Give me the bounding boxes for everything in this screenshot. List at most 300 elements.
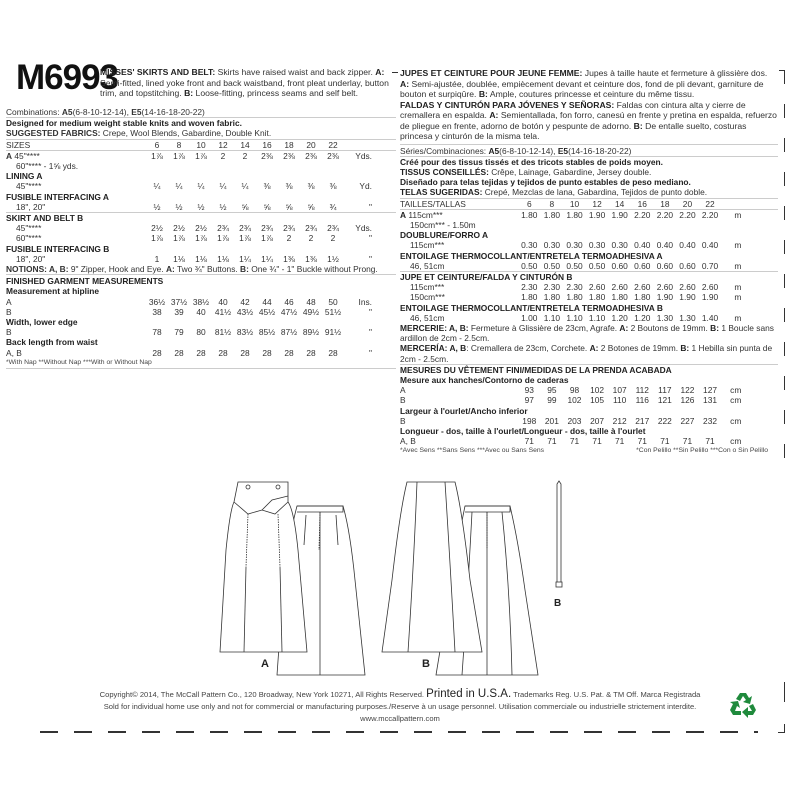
cell-value: 0.50 (521, 260, 538, 271)
cell-value: 14 (615, 198, 625, 209)
row-label: SIZES (6, 139, 31, 150)
cell-value: 0.30 (543, 240, 561, 251)
skirt-b-45-row (6, 223, 396, 233)
divider-mark (392, 72, 398, 73)
view-a-front-drawing (220, 482, 307, 652)
cell-value: 112 (635, 385, 649, 396)
cell-value: 38½ (192, 296, 210, 307)
cell-value: 28 (240, 347, 250, 358)
cell-value: 42 (240, 296, 250, 307)
cell-value: 1.80 (566, 209, 583, 220)
cell-unit: " (369, 253, 372, 264)
finished-measurements-label: FINISHED GARMENT MEASUREMENTS (6, 276, 164, 287)
lining-row (400, 240, 778, 250)
cell-unit (344, 140, 372, 150)
cell-value: 1.30 (679, 312, 696, 323)
cell-value: 1⅞ (217, 233, 229, 244)
cell-unit: m (734, 260, 742, 271)
cell-value: 28 (174, 347, 184, 358)
cell-value: 20 (682, 198, 693, 209)
cell-value: 28 (196, 347, 206, 358)
cell-value: 71 (569, 436, 580, 447)
cell-value: ½ (219, 201, 227, 212)
cell-value: 2.20 (679, 209, 696, 220)
cell-value: 1 (154, 253, 160, 264)
cell-value: 37½ (170, 296, 188, 307)
es-fabrics: TELAS SUGERIDAS: Crepé, Mezclas de lana, Gabardina, Tejidos de punto doble. (400, 187, 778, 198)
english-description: MISSES' SKIRTS AND BELT: Skirts have raised waist and back zipper. A: Semi-fitted, lined yoke front and back waistband, front pleat underlay, button trim, and topstitching. B: Loose-fitting, princess seams and self belt. (100, 67, 389, 98)
cell-value: 1.10 (566, 312, 583, 323)
cell-unit: " (369, 327, 372, 338)
fusible-b-label: FUSIBLE INTERFACING B (6, 243, 110, 254)
combinations: Combinations: A5(6-8-10-12-14), E5(14-16-18-20-22) (6, 107, 396, 118)
cell-value: 127 (703, 385, 718, 396)
cell-unit: cm (730, 385, 742, 396)
cell-value: 2¾ (239, 223, 251, 234)
cell-value: 0.40 (701, 240, 719, 251)
cell-value: 2.60 (611, 282, 628, 293)
cell-value: 71 (547, 436, 557, 447)
cell-value: 2¾ (327, 223, 339, 234)
row-label: TAILLES/TALLAS (400, 198, 466, 209)
cell-unit: Ins. (358, 296, 372, 307)
cell-value: 1.20 (634, 312, 651, 323)
row-label: 18", 20" (16, 201, 46, 212)
cell-value: 71 (682, 436, 693, 447)
cell-value: 71 (615, 436, 625, 447)
cell-unit: m (734, 312, 742, 323)
cell-value: 1.40 (701, 312, 719, 323)
cell-value: 203 (567, 415, 582, 426)
cell-value: 2.60 (701, 282, 719, 293)
row-label: 115cm*** (410, 240, 445, 251)
cell-value: ¼ (197, 181, 205, 192)
cell-value: ⅝ (285, 201, 293, 212)
footer-copyright-line (0, 688, 800, 700)
cell-value: 48 (306, 296, 316, 307)
cell-value: 0.60 (679, 260, 696, 271)
cell-value: 1.80 (543, 292, 561, 303)
cell-value: 2¾ (283, 223, 295, 234)
title: MISSES' SKIRTS AND BELT: (100, 67, 216, 77)
suggested-fabrics: SUGGESTED FABRICS: Crepe, Wool Blends, Gabardine, Double Knit. (6, 128, 396, 139)
cell-unit: cm (730, 415, 742, 426)
cell-value: 97 (524, 395, 534, 406)
cell-unit: m (734, 292, 742, 303)
cell-value: 2⅜ (327, 150, 339, 161)
cell-unit: Yds. (355, 223, 372, 234)
cell-value: ⅝ (263, 201, 271, 212)
cell-value: 1½ (327, 253, 339, 264)
row-label: 46, 51cm (410, 312, 445, 323)
cell-value: 110 (612, 395, 627, 406)
cell-value: ¾ (329, 201, 337, 212)
cell-value: 2 (330, 233, 336, 244)
cell-value: 207 (590, 415, 605, 426)
cell-value: 2¾ (217, 223, 229, 234)
cell-value: 14 (240, 139, 250, 150)
nap-footnote: *With Nap **Without Nap ***With or Without Nap (6, 358, 396, 369)
row-label: A (400, 385, 406, 396)
cell-value: 1⅛ (173, 253, 185, 264)
cell-value: 71 (524, 436, 534, 447)
cell-value: 2 (286, 233, 292, 244)
pattern-number: M6993 (16, 58, 119, 97)
cell-value: 2⅜ (283, 150, 295, 161)
cell-value: 2.60 (656, 282, 674, 293)
cell-value: ¼ (241, 181, 249, 192)
cell-value: 2.20 (656, 209, 674, 220)
row-label: 45"**** (16, 181, 42, 192)
copyright: Copyright© 2014, The McCall Pattern Co., 120 Broadway, New York 10271, All Rights Reserved. (99, 690, 425, 699)
cell-value: 1.00 (521, 312, 538, 323)
hip-a-row (6, 297, 396, 307)
cell-value: ⅝ (241, 201, 249, 212)
fr-fabrics: TISSUS CONSEILLÉS: Crêpe, Lainage, Gabardine, Jersey double. (400, 166, 652, 177)
cell-unit: m (734, 209, 742, 220)
view-a-label: A (261, 658, 269, 670)
yardage-a-60-note: 60"**** - 1⅝ yds. (16, 161, 79, 172)
cell-unit: " (369, 201, 372, 212)
cell-unit: " (369, 233, 372, 244)
cell-value: 28 (306, 347, 316, 358)
row-label: A 115cm*** (400, 209, 443, 220)
cell-value: 2⅜ (305, 150, 317, 161)
cell-value: ½ (197, 201, 205, 212)
fs-fusible-b-label: ENTOILAGE THERMOCOLLANT/ENTRETELA TERMOADHESIVA B (400, 302, 663, 313)
cell-value: 0.70 (701, 260, 719, 271)
fusible-a-label: FUSIBLE INTERFACING A (6, 191, 109, 202)
fs-hip-b-row (400, 395, 778, 405)
row-label: A (6, 296, 12, 307)
fr-designed-for: Créé pour des tissus tissés et des tricots stables de poids moyen. (400, 156, 663, 167)
cell-value: 0.60 (611, 260, 628, 271)
fs-width-b-row (400, 416, 778, 426)
printed-in: Printed in U.S.A. (426, 688, 512, 700)
row-label: A, B (400, 436, 416, 447)
fr-footnote: *Avec Sens **Sans Sens ***Avec ou Sans Sens (400, 447, 545, 455)
row-label: 115cm*** (410, 282, 445, 293)
fs-hip-a-row (400, 385, 778, 395)
cell-value: 1¼ (239, 253, 251, 264)
fs-skirt-b-115-row (400, 282, 778, 292)
cell-value: 41½ (214, 306, 232, 317)
yardage-a-45 (6, 151, 396, 161)
cell-value: 2.20 (634, 209, 651, 220)
fs-combinations: Séries/Combinaciones: A5(6-8-10-12-14), E5(14-16-18-20-22) (400, 146, 778, 157)
cell-value: 1⅞ (195, 233, 207, 244)
lining-a-row (6, 181, 396, 191)
fs-hip-label: Mesure aux hanches/Contorno de caderas (400, 374, 569, 385)
cell-value: 81½ (214, 327, 232, 338)
row-label: B (400, 415, 406, 426)
width-label: Width, lower edge (6, 317, 78, 328)
cell-value: 8 (549, 198, 555, 209)
row-label: A 45"**** (6, 150, 40, 161)
fs-fusible-a-label: ENTOILAGE THERMOCOLLANT/ENTRETELA TERMOADHESIVA A (400, 250, 663, 261)
cell-value: 2.60 (588, 282, 606, 293)
cell-value: 2 (220, 150, 226, 161)
cell-value: 71 (592, 436, 602, 447)
trademarks: Trademarks Reg. U.S. Pat. & TM Off. Marca Registrada (513, 690, 701, 699)
cell-value: 6 (154, 139, 160, 150)
fs-fusible-a-row (400, 261, 778, 272)
cell-value: 1⅜ (305, 253, 317, 264)
cell-unit: m (734, 282, 742, 293)
cell-value: 12 (218, 139, 228, 150)
cell-unit: " (369, 347, 372, 358)
cell-value: 1.90 (679, 292, 696, 303)
cell-value: 1.80 (543, 209, 561, 220)
cell-value: ⅜ (329, 181, 337, 192)
cell-value: 102 (590, 385, 605, 396)
cell-value: 2.60 (679, 282, 696, 293)
cell-value: 49½ (302, 306, 320, 317)
lining-a-label: LINING A (6, 171, 43, 182)
fs-length-row (400, 436, 778, 446)
cell-value: 1.10 (543, 312, 561, 323)
cell-value: 232 (703, 415, 718, 426)
cell-value: 80 (196, 327, 206, 338)
cell-value: 201 (544, 415, 559, 426)
fs-skirt-b-150-row (400, 292, 778, 302)
cell-unit: " (369, 306, 372, 317)
cell-value: 2.60 (634, 282, 651, 293)
english-section (6, 107, 396, 369)
row-label: 46, 51cm (410, 260, 445, 271)
cell-value: 1⅞ (261, 233, 273, 244)
recycle-icon (728, 690, 758, 720)
width-b-row (6, 327, 396, 337)
cell-value: 212 (612, 415, 627, 426)
cell-value: 71 (660, 436, 670, 447)
cell-value: 0.30 (588, 240, 606, 251)
cell-unit (721, 199, 741, 209)
cell-value: 20 (306, 139, 316, 150)
cell-value: 1.90 (611, 209, 628, 220)
cell-value: 1⅞ (239, 233, 251, 244)
fs-width-label: Largeur à l'ourlet/Ancho inferior (400, 405, 528, 416)
cell-value: 227 (680, 415, 695, 426)
cell-value: 8 (176, 139, 182, 150)
metrage-a-115 (400, 210, 778, 220)
cell-value: 10 (196, 139, 206, 150)
cell-value: 1⅞ (173, 233, 185, 244)
cell-value: 1.30 (656, 312, 674, 323)
sizes-header (6, 140, 396, 151)
fs-sizes-header (400, 199, 778, 210)
cell-value: 198 (522, 415, 537, 426)
cell-value: 2.30 (543, 282, 561, 293)
cell-value: 222 (657, 415, 672, 426)
cell-value: 28 (328, 347, 338, 358)
cell-value: 1.80 (521, 209, 538, 220)
cell-unit: cm (730, 436, 742, 447)
row-label: B (400, 395, 406, 406)
fs-footnotes (400, 446, 778, 456)
cell-value: 99 (547, 395, 557, 406)
cell-value: 50 (328, 296, 338, 307)
notions: NOTIONS: A, B: 9" Zipper, Hook and Eye. A: Two ¾" Buttons. B: One ¾" - 1" Buckle without Prong. (6, 264, 378, 275)
cell-value: 2.20 (701, 209, 719, 220)
cell-value: 1.80 (566, 292, 583, 303)
cell-value: 22 (328, 139, 338, 150)
cell-value: 89½ (302, 327, 320, 338)
belt-b-label: B (554, 598, 562, 609)
cell-value: 121 (657, 395, 672, 406)
cell-value: ¼ (175, 181, 183, 192)
es-designed-for: Diseñado para telas tejidas y tejidos de punto estables de peso mediano. (400, 177, 691, 188)
cell-value: 18 (660, 198, 670, 209)
cell-value: 0.50 (543, 260, 561, 271)
cell-value: ⅜ (307, 181, 315, 192)
cell-value: 1.90 (701, 292, 719, 303)
cell-value: 45½ (258, 306, 276, 317)
hipline-label: Measurement at hipline (6, 286, 100, 297)
cell-value: ½ (153, 201, 161, 212)
cell-value: 1⅛ (217, 253, 229, 264)
back-length-row (6, 348, 396, 358)
mercerie: MERCERIE: A, B: Fermeture à Glissière de 23cm, Agrafe. A: 2 Boutons de 19mm. B: 1 Boucle sans ardillon de 2cm - 2.5cm. (400, 322, 774, 344)
footer-sold-for: Sold for individual home use only and not for commercial or manufacturing purposes./Reserve à un usage personnel. Utilisation commerciale ou industrielle strictement interdite. (103, 702, 697, 711)
footer-website[interactable]: www.mccallpattern.com (360, 714, 440, 723)
cell-unit: Yds. (355, 150, 372, 161)
cell-unit: Yd. (359, 181, 372, 192)
cell-value: 1.80 (588, 292, 606, 303)
fs-length-label: Longueur - dos, taille à l'ourlet/Longueur - dos, taille à l'ourlet (400, 425, 646, 436)
cell-value: 131 (703, 395, 718, 406)
cell-value: 0.50 (588, 260, 606, 271)
cell-value: 116 (635, 395, 649, 406)
cell-value: 46 (284, 296, 294, 307)
cell-value: 1⅛ (195, 253, 207, 264)
cell-value: 122 (680, 385, 695, 396)
cell-value: 1.80 (634, 292, 651, 303)
cell-value: 107 (612, 385, 627, 396)
row-label: B (6, 327, 12, 338)
row-label: 60"**** (16, 233, 42, 244)
fusible-b-row (6, 254, 396, 264)
cell-value: 71 (705, 436, 715, 447)
cell-value: ⅜ (285, 181, 293, 192)
cell-value: 1.90 (656, 292, 674, 303)
cut-line-dashes (40, 731, 758, 733)
cell-value: 0.30 (521, 240, 538, 251)
french-description: JUPES ET CEINTURE POUR JEUNE FEMME: Jupes à taille haute et fermeture à glissière dos. A: Semi-ajustée, doublée, empiècement devant et ceinture dos, fond de pli devant, garniture de bouton et surpiqûre. B: Ample, coutures princesse et ceinture du même tissu. (400, 68, 768, 99)
cell-value: 98 (569, 385, 580, 396)
cell-value: 83½ (236, 327, 254, 338)
cell-value: 217 (635, 415, 650, 426)
cell-unit: cm (730, 395, 742, 406)
cell-value: 16 (637, 198, 647, 209)
cell-value: 2½ (151, 223, 163, 234)
cell-value: 0.50 (566, 260, 583, 271)
row-label: A, B (6, 347, 22, 358)
cell-value: 18 (284, 139, 294, 150)
cell-value: 1⅞ (173, 150, 185, 161)
cell-value: 95 (547, 385, 557, 396)
cell-value: 28 (218, 347, 228, 358)
cell-value: 40 (218, 296, 228, 307)
cell-value: 51½ (324, 306, 342, 317)
skirt-b-60-row (6, 233, 396, 243)
cell-value: 0.60 (656, 260, 674, 271)
cell-value: 79 (174, 327, 184, 338)
cell-value: 102 (567, 395, 582, 406)
metrage-a-150-note: 150cm*** - 1.50m (410, 219, 476, 230)
lining-label: DOUBLURE/FORRO A (400, 230, 489, 241)
fs-skirt-b-label: JUPE ET CEINTURE/FALDA Y CINTURÓN B (400, 271, 573, 282)
cell-value: 0.40 (679, 240, 696, 251)
fs-fusible-b-row (400, 313, 778, 323)
cell-value: 1⅞ (195, 150, 207, 161)
cell-value: 1.10 (588, 312, 606, 323)
cell-value: 2½ (173, 223, 185, 234)
cell-value: 2.30 (521, 282, 538, 293)
es-footnote: *Con Pelillo **Sin Pelillo ***Con o Sin Pelillo (636, 447, 768, 455)
cell-unit: m (734, 240, 742, 251)
cell-value: 2¾ (261, 223, 273, 234)
cell-value: 2 (308, 233, 314, 244)
cell-value: 0.40 (634, 240, 651, 251)
cell-value: 2¾ (305, 223, 317, 234)
designed-for: Designed for medium weight stable knits and woven fabric. (6, 118, 242, 129)
cell-value: ¼ (219, 181, 227, 192)
cell-value: 1⅜ (283, 253, 295, 264)
cell-value: 10 (569, 198, 580, 209)
cell-value: 71 (637, 436, 647, 447)
cell-value: 1.80 (611, 292, 628, 303)
cell-value: 85½ (258, 327, 276, 338)
hip-b-row (6, 307, 396, 317)
row-label: 45"**** (16, 223, 42, 234)
cell-value: 28 (284, 347, 294, 358)
cell-value: 87½ (280, 327, 298, 338)
cell-value: 6 (526, 198, 532, 209)
cell-value: 2.30 (566, 282, 583, 293)
cell-value: 16 (262, 139, 272, 150)
cell-value: 12 (592, 198, 602, 209)
belt-b-drawing (556, 481, 562, 587)
cell-value: 43½ (236, 306, 254, 317)
cell-value: ⅜ (263, 181, 271, 192)
view-b-label: B (422, 658, 430, 670)
cell-value: 2⅜ (261, 150, 273, 161)
spanish-description: FALDAS Y CINTURÓN PARA JÓVENES Y SEÑORAS: Faldas con cintura alta y cierre de cremallera en espalda. A: Semientallada, fon forro, canesú en frente y pretina en espalda, refuerzo de pliegue en frente, adorno de botón y pespunte de adorno. B: De entalle suelto, costuras princesa y cinturón de la misma tela. (400, 99, 777, 141)
cell-value: 0.30 (566, 240, 583, 251)
cell-value: 39 (174, 306, 184, 317)
cell-value: 1.90 (588, 209, 606, 220)
row-label: 18", 20" (16, 253, 46, 264)
row-label: B (6, 306, 12, 317)
cell-value: 2 (242, 150, 248, 161)
cell-value: 44 (262, 296, 272, 307)
cell-value: 47½ (280, 306, 298, 317)
cell-value: 38 (152, 306, 162, 317)
french-spanish-section (400, 68, 778, 456)
fusible-a-row (6, 202, 396, 213)
cell-value: 0.60 (634, 260, 651, 271)
cell-value: 0.30 (611, 240, 628, 251)
skirt-belt-b-label: SKIRT AND BELT B (6, 213, 84, 224)
cell-value: 40 (196, 306, 206, 317)
cell-value: 28 (152, 347, 162, 358)
cell-value: 78 (152, 327, 162, 338)
fs-finished-label: MESURES DU VÊTEMENT FINI/MEDIDAS DE LA PRENDA ACABADA (400, 364, 672, 375)
cell-value: 1.80 (521, 292, 538, 303)
cell-value: 105 (590, 395, 605, 406)
cell-value: ⅝ (307, 201, 315, 212)
